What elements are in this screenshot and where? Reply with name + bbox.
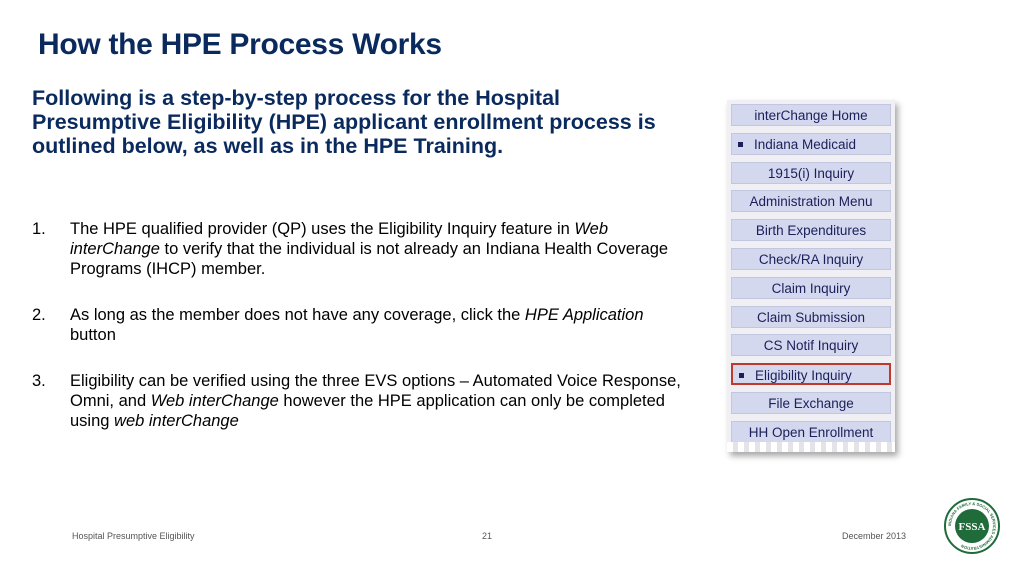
nav-item-indiana-medicaid[interactable] [731,133,891,155]
nav-menu [731,104,891,450]
step-emphasis: web interChange [114,412,239,430]
nav-item-administration-menu[interactable] [731,190,891,212]
steps-list [32,219,692,457]
step-number: 3. [32,372,46,390]
step-1 [32,219,692,279]
step-emphasis: HPE Application [524,306,644,324]
nav-item-label: Claim Submission [756,309,866,325]
nav-item-birth-expenditures[interactable] [731,219,891,241]
nav-item-label: interChange Home [754,108,868,123]
nav-item-label: Check/RA Inquiry [758,251,864,267]
nav-item-label: Eligibility Inquiry [755,368,852,384]
step-emphasis: Web interChange [150,392,279,410]
fssa-logo [944,498,1000,554]
nav-item-label: File Exchange [768,395,854,411]
nav-item-hh-open-enrollment[interactable] [731,421,891,443]
step-text: The HPE qualified provider (QP) uses the Eligibility Inquiry feature in [70,220,575,238]
bullet-icon [738,142,743,147]
step-text: Eligibility can be verified using the three EVS options – Automated Voice Response, Omni, and [70,372,681,410]
footer-page-number: 21 [482,531,493,541]
step-text: to verify that the individual is not already an Indiana Health Coverage Programs (IHCP) member. [70,240,669,278]
step-emphasis: Web interChange [70,220,609,258]
nav-item-interchange-home[interactable] [731,104,891,126]
nav-item-check-ra-inquiry[interactable] [731,248,891,270]
footer-presentation-name: Hospital Presumptive Eligibility [72,531,195,541]
step-2 [32,305,692,345]
interchange-nav-panel [727,100,895,452]
nav-item-label: CS Notif Inquiry [763,338,859,354]
nav-item-label: 1915(i) Inquiry [767,165,855,181]
svg-text:INDIANA FAMILY & SOCIAL SERVIC: INDIANA FAMILY & SOCIAL SERVICES ADMINISTRATION [946,500,998,552]
bullet-icon [739,373,744,378]
nav-item-label: Indiana Medicaid [754,136,857,152]
step-number: 1. [32,220,46,238]
slide-title: How the HPE Process Works [38,28,442,61]
nav-item-claim-submission[interactable] [731,306,891,328]
step-number: 2. [32,306,46,324]
nav-item-cs-notif-inquiry[interactable] [731,334,891,356]
nav-item-eligibility-inquiry[interactable] [731,363,891,385]
step-text: As long as the member does not have any coverage, click the [70,306,525,324]
step-3 [32,371,692,431]
nav-item-1915i-inquiry[interactable] [731,162,891,184]
nav-item-claim-inquiry[interactable] [731,277,891,299]
step-text: however the HPE application can only be completed using [70,392,665,430]
nav-item-file-exchange[interactable] [731,392,891,414]
footer-date: December 2013 [842,531,907,541]
step-text: button [70,326,116,344]
nav-item-label: Birth Expenditures [755,223,867,239]
nav-item-label: HH Open Enrollment [748,424,874,440]
svg-text:FSSA: FSSA [958,521,986,533]
nav-item-label: Administration Menu [749,194,873,210]
intro-paragraph: Following is a step-by-step process for the Hospital Presumptive Eligibility (HPE) applicant enrollment process is outlined below, as well as in the HPE Training. [32,86,656,158]
nav-item-label: Claim Inquiry [771,280,851,296]
